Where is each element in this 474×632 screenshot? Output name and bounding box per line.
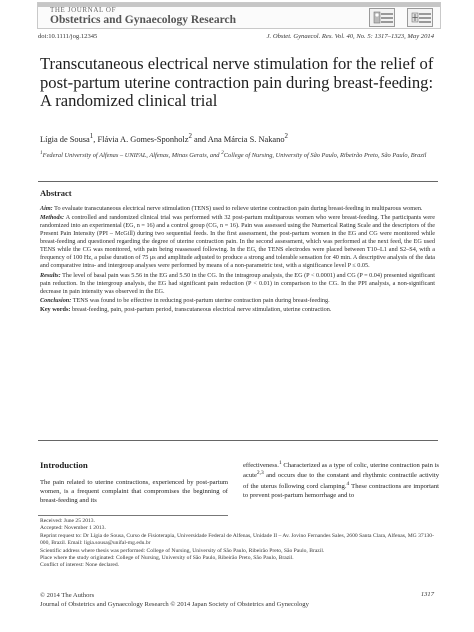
intro-text: and occurs due to the constant and rhythmic contractile activity of the uterus following cord clamping. bbox=[243, 472, 439, 490]
footnote-accepted: Accepted: November 1 2013. bbox=[40, 525, 106, 532]
author-name: Flávia A. Gomes-Sponholz bbox=[97, 134, 189, 144]
intro-left-column: The pain related to uterine contractions, experienced by post-partum women, is a frequent complaint that compromises the beginning of breast-feeding and its bbox=[40, 479, 228, 505]
introduction-heading: Introduction bbox=[40, 460, 88, 470]
abstract-body bbox=[40, 205, 435, 315]
conclusion-text: TENS was found to be effective in reducing post-partum uterine contraction pain during breast-feeding. bbox=[71, 296, 330, 304]
copyright-line: Journal of Obstetrics and Gynaecology Research © 2014 Japan Society of Obstetrics and Gynecology bbox=[40, 601, 309, 609]
author-sup: 2 bbox=[284, 132, 289, 140]
affil-sup: 1 bbox=[40, 150, 43, 156]
abstract-heading: Abstract bbox=[40, 188, 72, 198]
methods-text: A controlled and randomized clinical trial was performed with 32 post-partum multiparous women who were breast-feeding. The participants were randomized into an experimental (EG, n = 16) and a control group (CG, n = 16). Pain was assessed using the Numerical Rating Scale and the descriptors of the Present Pain Intensity (PPI – McGill) during two sequential feeds. In the first assessment, the post-partum women in the EG and CG were monitored while breast-feeding and questioned regarding the degree of uterine contraction pain. In the second assessment, which was performed at the next feed, the EG used TENS while the CG was monitored, with pain being reassessed following. In the EG, the TENS electrodes were placed between T10–L1 and S2–S4, with a frequency of 100 Hz, a pulse duration of 75 μs and amplitude adjusted to produce a strong and tolerable sensation for 40 min. A descriptive analysis of the data and comparative intra- and intergroup analyses were performed by means of a non-parametric test, with a significance level P ≤ 0.05. bbox=[40, 214, 435, 270]
abstract-keywords bbox=[40, 306, 435, 314]
results-label: Results: bbox=[40, 271, 61, 279]
article-title: Transcutaneous electrical nerve stimulation for the relief of post-partum uterine contraction pain during breast-feeding: A randomized clinical trial bbox=[40, 54, 434, 111]
intro-text: effectiveness. bbox=[243, 462, 279, 470]
abstract-top-rule bbox=[38, 181, 438, 182]
affil-sup: 2 bbox=[221, 150, 224, 156]
journal-citation: J. Obstet. Gynaecol. Res. Vol. 40, No. 5: 1317–1323, May 2014 bbox=[266, 33, 434, 40]
abstract-results bbox=[40, 272, 435, 296]
journal-prefix: THE JOURNAL OF bbox=[50, 6, 117, 14]
results-text: The level of basal pain was 5.56 in the EG and 5.50 in the CG. In the intragroup analysis, the EG (P < 0.0001) and CG (P = 0.04) presented significant pain reduction. In the intergroup analysis, the EG had significant pain reduction (P < 0.01) in comparison to the CG. In the PPI analysis, a non-significant decrease in pain intensity was observed in the EG. bbox=[40, 271, 435, 295]
intro-right-column bbox=[243, 460, 439, 500]
author-sup: 1 bbox=[89, 132, 94, 140]
aim-text: To evaluate transcutaneous electrical nerve stimulation (TENS) used to relieve uterine contraction pain during breast-feeding in multiparous women. bbox=[52, 205, 423, 212]
footnote-study-origin: Place where the study originated: College of Nursing, University of São Paulo, Ribeirão Preto, São Paulo, Brazil. bbox=[40, 554, 294, 561]
intro-text: Characterized as a type of colic, uterine contraction pain is acute bbox=[243, 462, 439, 480]
author-name: Ana Márcia S. Nakano bbox=[207, 134, 285, 144]
copyright-line: © 2014 The Authors bbox=[40, 592, 95, 599]
abstract-aim bbox=[40, 205, 435, 213]
author-sep: , bbox=[93, 134, 98, 144]
journal-banner bbox=[37, 2, 441, 29]
author-name: Lígia de Sousa bbox=[40, 134, 90, 144]
author-sep: and bbox=[191, 134, 208, 144]
affiliation-text: Federal University of Alfenas – UNIFAL, Alfenas, Minas Gerais, and bbox=[42, 152, 222, 160]
federation-logo-icon bbox=[407, 8, 433, 27]
abstract-methods bbox=[40, 214, 435, 270]
aim-label: Aim: bbox=[40, 205, 53, 212]
footnote-reprint: Reprint request to: Dr Lígia de Sousa, Curso de Fisioterapia, Universidade Federal de Alfenas, Unidade II – Av. Jovino Fernandes Sales, 2600 Santa Clara, Alfenas, MG 37130-000, Brazil. Email: ligia.sousa@unifal-mg.edu.br bbox=[40, 532, 434, 547]
citation-sup[interactable]: 4 bbox=[346, 480, 350, 487]
affiliations bbox=[40, 150, 440, 161]
conclusion-label: Conclusion: bbox=[40, 296, 72, 304]
copyright bbox=[40, 591, 440, 609]
footnotes bbox=[40, 518, 440, 570]
author-sup: 2 bbox=[188, 132, 192, 140]
keywords-label: Key words: bbox=[40, 305, 71, 313]
page-number: 1317 bbox=[420, 591, 434, 598]
affiliation-text: College of Nursing, University of São Paulo, Ribeirão Preto, São Paulo, Brazil bbox=[223, 152, 427, 160]
citation-sup[interactable]: 1 bbox=[278, 460, 282, 466]
author-list bbox=[40, 132, 288, 144]
footnote-received: Received: June 25 2013. bbox=[40, 518, 95, 524]
citation-sup[interactable]: 2,3 bbox=[256, 470, 264, 477]
doi[interactable]: doi:10.1111/jog.12345 bbox=[38, 33, 98, 40]
society-logo-icon bbox=[369, 8, 395, 27]
footnote-rule bbox=[38, 515, 228, 516]
footnote-scientific-address: Scientific address where thesis was performed: College of Nursing, University of São Paulo, Ribeirão Preto, São Paulo, Brazil. bbox=[40, 547, 325, 554]
keywords-text: breast-feeding, pain, post-partum period, transcutaneous electrical nerve stimulation, uterine contraction. bbox=[70, 305, 332, 313]
abstract-conclusion bbox=[40, 297, 435, 305]
methods-label: Methods: bbox=[40, 214, 65, 222]
footnote-conflict: Conflict of interest: None declared. bbox=[40, 562, 120, 569]
journal-title: Obstetrics and Gynaecology Research bbox=[50, 14, 237, 26]
abstract-bottom-rule bbox=[38, 440, 438, 441]
intro-text: These contractions are important to prevent post-partum hemorrhage and to bbox=[243, 483, 439, 500]
